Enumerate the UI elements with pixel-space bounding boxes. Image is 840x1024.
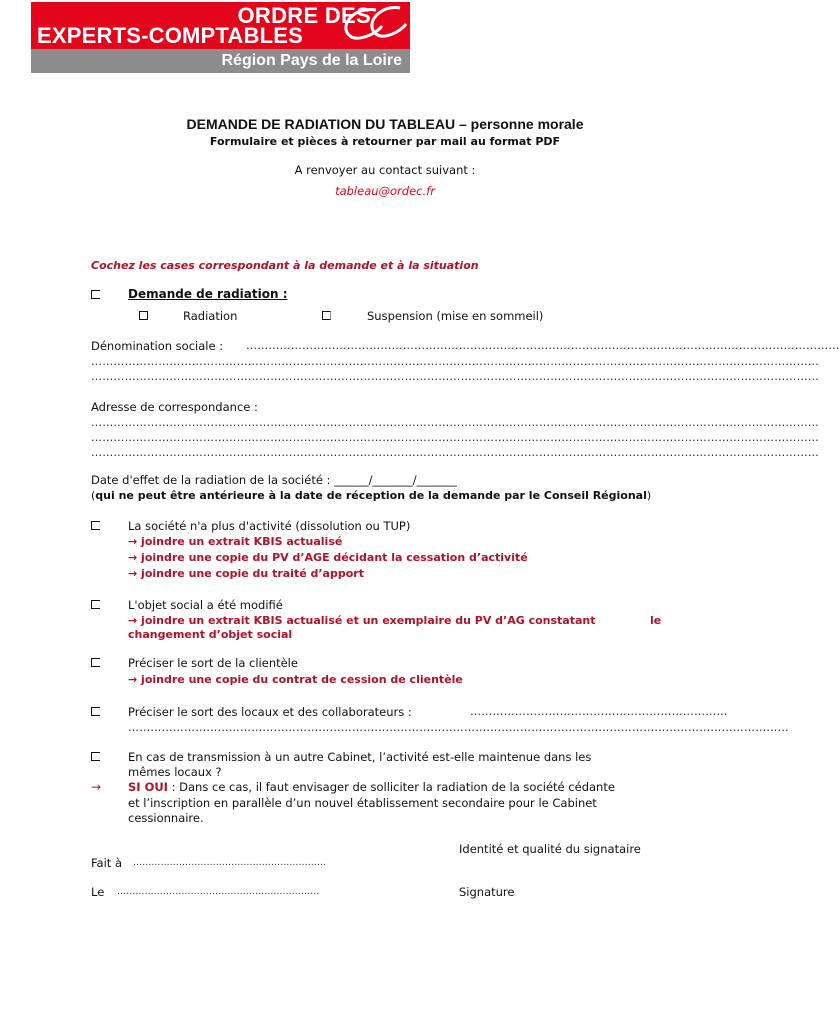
le-label: Le xyxy=(91,885,105,899)
item-transmission-cont-2: et l’inscription en parallèle d’un nouvel établissement secondaire pour le Cabinet xyxy=(128,796,597,810)
suspension-option-label: Suspension (mise en sommeil) xyxy=(367,309,544,323)
item-transmission-cont-1 xyxy=(128,780,615,794)
denomination-label: Dénomination sociale : xyxy=(91,339,224,353)
si-oui-text: : Dans ce cas, il faut envisager de solliciter la radiation de la société cédante xyxy=(167,780,615,794)
address-field-line-2[interactable]: …………………………………………………………………………………………………………………………………………………………………………… xyxy=(91,431,819,444)
instruction-text: Cochez les cases correspondant à la demande et à la situation xyxy=(91,259,479,272)
page-title: DEMANDE DE RADIATION DU TABLEAU – personne morale xyxy=(186,116,584,132)
item-premises-text: Préciser le sort des locaux et des collaborateurs : xyxy=(128,705,412,719)
item-clientele-sub-1: → joindre une copie du contrat de cession de clientèle xyxy=(128,673,463,686)
page-subtitle: Formulaire et pièces à retourner par mail au format PDF xyxy=(209,135,561,148)
premises-field-line-2[interactable]: …………………………………………………………………………………………………………………………………………………………… xyxy=(128,721,789,734)
item-transmission-cont-3: cessionnaire. xyxy=(128,811,204,825)
signature-label: Signature xyxy=(459,885,515,899)
logo-swoosh-icon xyxy=(336,4,410,48)
item-no-activity-sub-3: → joindre une copie du traité d’apport xyxy=(128,567,364,580)
item-premises-checkbox[interactable] xyxy=(91,707,100,716)
radiation-checkbox[interactable] xyxy=(139,311,148,320)
item-object-modified-sub-1: → joindre un extrait KBIS actualisé et un exemplaire du PV d’AG constatant xyxy=(128,614,596,627)
item-transmission-checkbox[interactable] xyxy=(91,752,100,761)
contact-email-link[interactable]: tableau@ordec.fr xyxy=(335,184,435,198)
item-clientele-text: Préciser le sort de la clientèle xyxy=(128,656,298,670)
fait-a-label: Fait à xyxy=(91,856,123,870)
item-no-activity-sub-2: → joindre une copie du PV d’AGE décidant la cessation d’activité xyxy=(128,551,528,564)
item-object-modified-text: L'objet social a été modifié xyxy=(128,598,283,612)
address-label: Adresse de correspondance : xyxy=(91,400,258,414)
effective-date-field[interactable]: Date d'effet de la radiation de la société : ______/_______/_______ xyxy=(91,473,457,487)
arrow-icon: → xyxy=(91,780,102,794)
item-no-activity-text: La société n'a plus d'activité (dissolution ou TUP) xyxy=(128,519,411,533)
denomination-field-line-2[interactable]: …………………………………………………………………………………………………………………………………………………………………………… xyxy=(91,355,819,368)
request-checkbox[interactable] xyxy=(91,290,100,299)
logo-red-band xyxy=(31,2,410,49)
si-oui-label: SI OUI xyxy=(128,780,168,794)
logo-line-2: EXPERTS-COMPTABLES xyxy=(37,23,303,48)
suspension-checkbox[interactable] xyxy=(322,311,331,320)
request-heading: Demande de radiation : xyxy=(128,287,288,301)
denomination-field-line-1[interactable]: …………………………………………………………………………………………………………………………………………… xyxy=(246,339,840,352)
logo-region: Région Pays de la Loire xyxy=(221,52,402,69)
item-object-modified-sub-2: changement d’objet social xyxy=(128,628,293,641)
date-note-close: ) xyxy=(646,489,652,502)
denomination-field-line-3[interactable]: …………………………………………………………………………………………………………………………………………………………………………… xyxy=(91,370,819,383)
item-no-activity-checkbox[interactable] xyxy=(91,521,100,530)
item-transmission-line-2: mêmes locaux ? xyxy=(128,765,222,779)
date-note-open: ( xyxy=(91,489,96,502)
item-no-activity-sub-1: → joindre un extrait KBIS actualisé xyxy=(128,535,343,548)
item-transmission-line-1: En cas de transmission à un autre Cabinet, l’activité est-elle maintenue dans les xyxy=(128,750,592,764)
item-object-modified-sub-le: le xyxy=(650,614,662,627)
effective-date-note xyxy=(91,489,651,502)
logo-grey-band xyxy=(31,49,410,73)
logo-line-1: ORDRE DES xyxy=(237,3,371,28)
contact-label: A renvoyer au contact suivant : xyxy=(294,163,476,177)
le-date-field[interactable]: ………………………………………………………… xyxy=(117,887,320,897)
address-field-line-1[interactable]: …………………………………………………………………………………………………………………………………………………………………………… xyxy=(91,416,819,429)
date-note-text: qui ne peut être antérieure à la date de réception de la demande par le Conseil Régional xyxy=(95,489,647,502)
premises-field-line-1[interactable]: …………………………………………………………… xyxy=(470,705,728,718)
item-clientele-checkbox[interactable] xyxy=(91,658,100,667)
address-field-line-3[interactable]: …………………………………………………………………………………………………………………………………………………………………………… xyxy=(91,446,819,459)
item-object-modified-checkbox[interactable] xyxy=(91,600,100,609)
radiation-option-label: Radiation xyxy=(183,309,238,323)
fait-a-field[interactable]: ……………………………………………………… xyxy=(133,858,327,868)
signatory-identity-label: Identité et qualité du signataire xyxy=(459,842,641,856)
